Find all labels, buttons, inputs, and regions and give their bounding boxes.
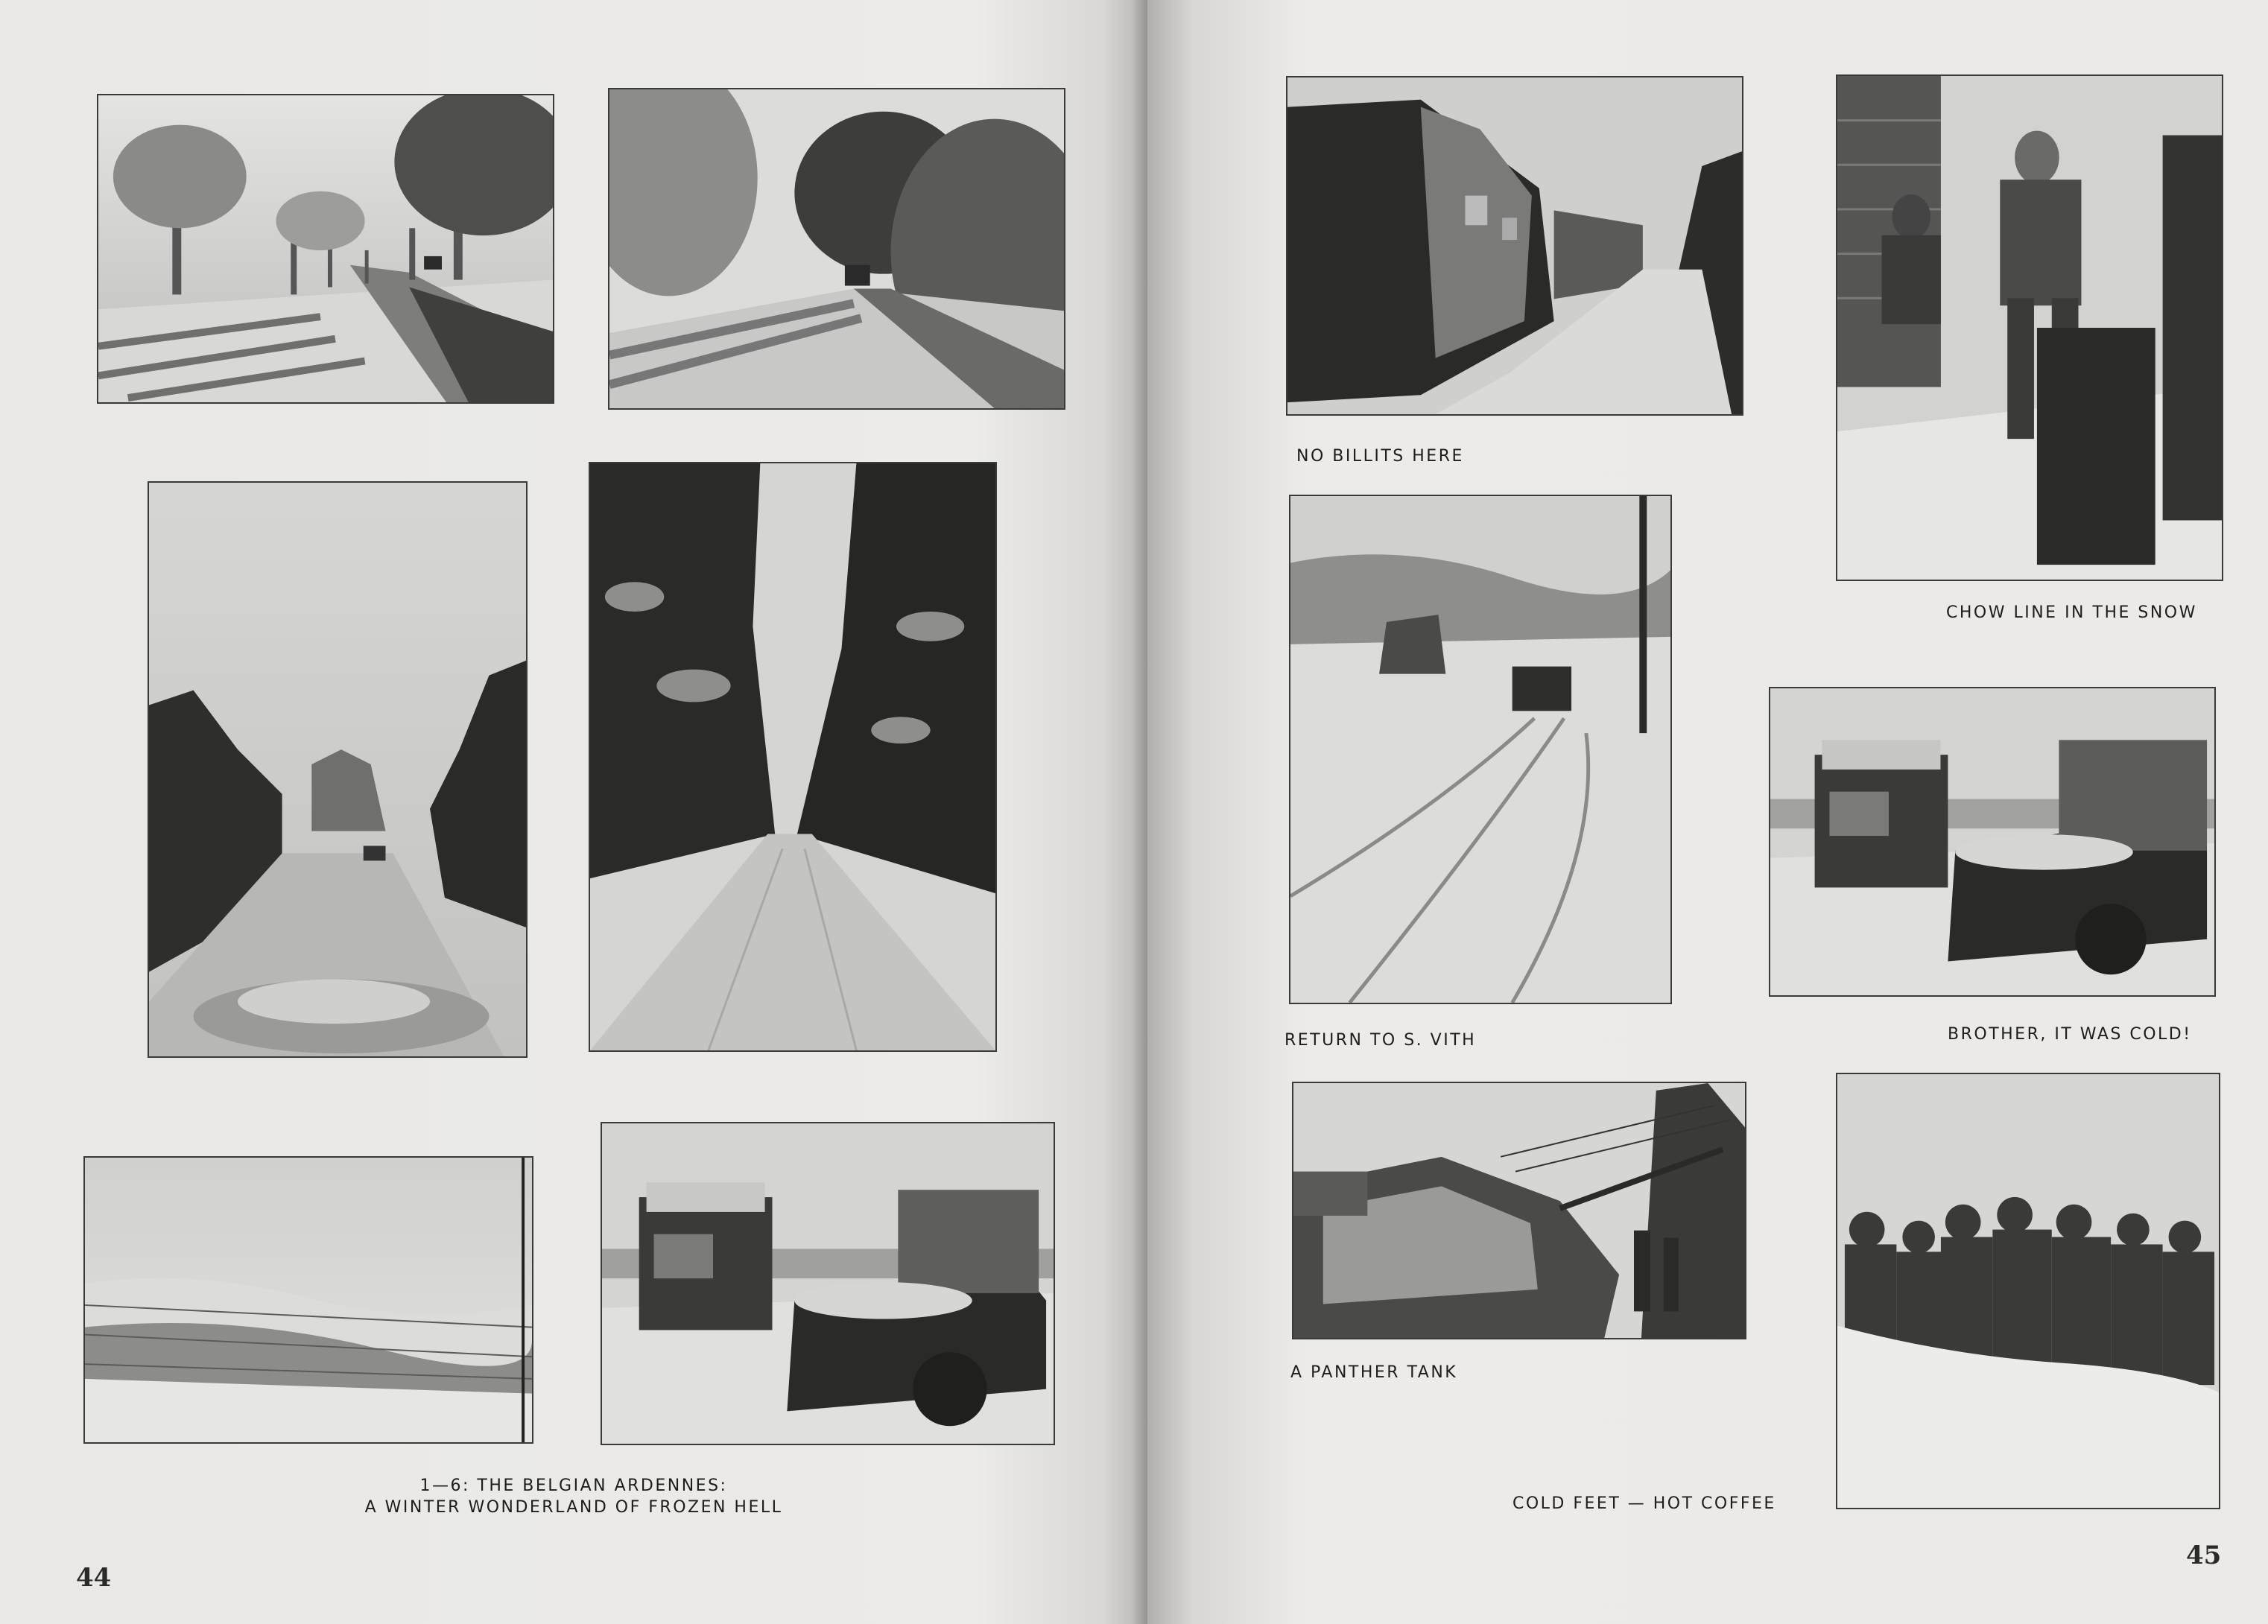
caption-line-1: 1—6: THE BELGIAN ARDENNES: [419,1476,728,1495]
photo-fir-tree-road [589,462,997,1052]
photo-soldiers-coffee [1836,1073,2220,1509]
photo-ruined-village [1286,76,1743,416]
photo-frosted-trees-road [608,88,1065,410]
caption-line-2: A WINTER WONDERLAND OF FROZEN HELL [364,1498,783,1517]
photo-return-vith [1289,495,1672,1004]
photo-truck-halftrack-1 [601,1122,1055,1445]
caption-no-billits: NO BILLITS HERE [1296,447,1464,466]
page-number-left: 44 [76,1563,112,1593]
caption-chow-line: CHOW LINE IN THE SNOW [1946,603,2197,622]
photo-panther-tank [1292,1082,1746,1339]
photo-snowy-valley [83,1156,533,1444]
photo-snowy-tree-road [97,94,554,404]
photo-truck-halftrack-2 [1769,687,2216,997]
caption-belgian-ardennes [283,1476,864,1517]
photo-forest-road-convoy [148,481,528,1058]
caption-cold-feet: COLD FEET — HOT COFFEE [1512,1494,1776,1513]
photo-chow-line [1836,74,2223,581]
right-page [1147,0,2268,1624]
page-number-right: 45 [2186,1541,2222,1570]
caption-brother-cold: BROTHER, IT WAS COLD! [1948,1025,2192,1044]
caption-return-vith: RETURN TO S. VITH [1285,1031,1477,1050]
caption-panther-tank: A PANTHER TANK [1290,1363,1458,1382]
